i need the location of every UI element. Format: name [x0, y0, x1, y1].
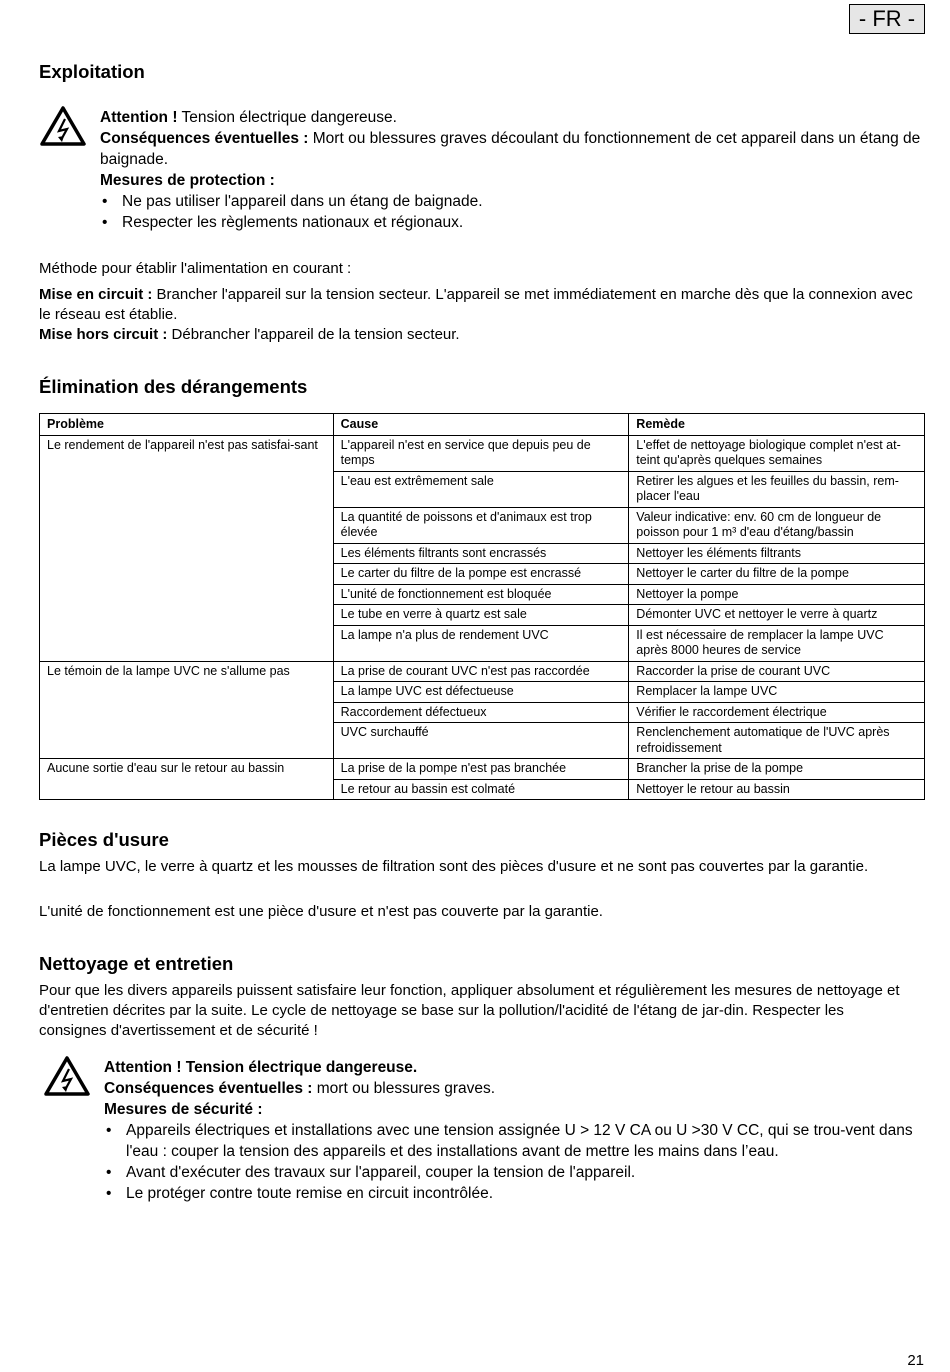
- problem-cell: Le rendement de l'appareil n'est pas satisfai-sant: [40, 435, 334, 661]
- column-header-cause: Cause: [333, 414, 629, 436]
- electric-hazard-warning-icon: [40, 105, 86, 147]
- problem-cell: Aucune sortie d'eau sur le retour au bassin: [40, 759, 334, 800]
- cause-cell: La prise de la pompe n'est pas branchée: [333, 759, 629, 780]
- cause-cell: Le retour au bassin est colmaté: [333, 779, 629, 800]
- remedy-cell: Il est nécessaire de remplacer la lampe UVC après 8000 heures de service: [629, 625, 925, 661]
- remedy-cell: Vérifier le raccordement électrique: [629, 702, 925, 723]
- language-label: - FR -: [849, 4, 925, 34]
- section-title-troubleshooting: Élimination des dérangements: [39, 376, 308, 397]
- remedy-cell: Brancher la prise de la pompe: [629, 759, 925, 780]
- switch-on-instructions: Mise en circuit : Brancher l'appareil sur la tension secteur. L'appareil se met immédiatement en marche dès que la connexion avec le réseau est établie.: [39, 286, 913, 323]
- remedy-cell: Remplacer la lampe UVC: [629, 682, 925, 703]
- list-item: • Avant d'exécuter des travaux sur l'appareil, couper la tension de l'appareil.: [104, 1162, 916, 1183]
- warning-attention: Attention ! Tension électrique dangereuse.: [100, 109, 397, 126]
- cause-cell: L'eau est extrêmement sale: [333, 471, 629, 507]
- table-header-row: [40, 414, 925, 436]
- cause-cell: L'appareil n'est en service que depuis peu de temps: [333, 435, 629, 471]
- warning-block-exploitation: [100, 107, 925, 233]
- column-header-remedy: Remède: [629, 414, 925, 436]
- page-number: 21: [907, 1352, 924, 1369]
- list-item: • Appareils électriques et installations avec une tension assignée U > 12 V CA ou U >30 V CC, qui se trou-vent dans l'eau : couper la tension des appareils et des installations avant de mettre les mains dans l’eau.: [104, 1120, 916, 1162]
- list-item: • Respecter les règlements nationaux et régionaux.: [100, 212, 925, 233]
- cause-cell: Raccordement défectueux: [333, 702, 629, 723]
- cause-cell: UVC surchauffé: [333, 723, 629, 759]
- remedy-cell: Nettoyer le retour au bassin: [629, 779, 925, 800]
- section-title-wear-parts: Pièces d'usure: [39, 829, 169, 850]
- column-header-problem: Problème: [40, 414, 334, 436]
- remedy-cell: Raccorder la prise de courant UVC: [629, 661, 925, 682]
- power-method-intro: Méthode pour établir l'alimentation en courant :: [39, 260, 352, 277]
- switch-off-instructions: Mise hors circuit : Débrancher l'appareil de la tension secteur.: [39, 326, 460, 343]
- remedy-cell: Nettoyer la pompe: [629, 584, 925, 605]
- warning-bullets: [104, 1120, 916, 1204]
- cleaning-intro: Pour que les divers appareils puissent satisfaire leur fonction, appliquer absolument et régulièrement les mesures de nettoyage et d'entretien décrites par la suite. Le cycle de nettoyage se base sur la pollution/l'acidité de l'étang de jar-din. Respecter les consignes d'avertissement et de sécurité !: [39, 982, 900, 1039]
- cause-cell: La prise de courant UVC n'est pas raccordée: [333, 661, 629, 682]
- remedy-cell: Nettoyer le carter du filtre de la pompe: [629, 564, 925, 585]
- table-row: [40, 435, 925, 471]
- remedy-cell: Nettoyer les éléments filtrants: [629, 543, 925, 564]
- warning-consequences: Conséquences éventuelles : Mort ou blessures graves découlant du fonctionnement de cet appareil dans un étang de baignade.: [100, 130, 921, 168]
- warning-block-cleaning: [104, 1057, 916, 1204]
- section-title-exploitation: Exploitation: [39, 61, 145, 82]
- warning-bullets: [100, 191, 925, 233]
- wear-parts-paragraph-2: L'unité de fonctionnement est une pièce d'usure et n'est pas couverte par la garantie.: [39, 903, 603, 920]
- warning-consequences: Conséquences éventuelles : mort ou blessures graves.: [104, 1080, 496, 1097]
- remedy-cell: Valeur indicative: env. 60 cm de longueur de poisson pour 1 m³ d'eau d'étang/bassin: [629, 507, 925, 543]
- troubleshooting-table: [39, 413, 925, 800]
- remedy-cell: Retirer les algues et les feuilles du bassin, rem-placer l'eau: [629, 471, 925, 507]
- warning-measures-label: Mesures de sécurité :: [104, 1101, 263, 1118]
- remedy-cell: Démonter UVC et nettoyer le verre à quartz: [629, 605, 925, 626]
- remedy-cell: L'effet de nettoyage biologique complet n'est at-teint qu'après quelques semaines: [629, 435, 925, 471]
- problem-cell: Le témoin de la lampe UVC ne s'allume pas: [40, 661, 334, 759]
- section-title-cleaning: Nettoyage et entretien: [39, 953, 234, 974]
- cause-cell: La lampe UVC est défectueuse: [333, 682, 629, 703]
- cause-cell: La quantité de poissons et d'animaux est trop élevée: [333, 507, 629, 543]
- cause-cell: Le carter du filtre de la pompe est encrassé: [333, 564, 629, 585]
- table-row: [40, 759, 925, 780]
- cause-cell: La lampe n'a plus de rendement UVC: [333, 625, 629, 661]
- table-row: [40, 661, 925, 682]
- remedy-cell: Renclenchement automatique de l'UVC après refroidissement: [629, 723, 925, 759]
- wear-parts-paragraph-1: La lampe UVC, le verre à quartz et les mousses de filtration sont des pièces d'usure et ne sont pas couvertes par la garantie.: [39, 858, 869, 875]
- cause-cell: Le tube en verre à quartz est sale: [333, 605, 629, 626]
- cause-cell: Les éléments filtrants sont encrassés: [333, 543, 629, 564]
- electric-hazard-warning-icon: [44, 1055, 90, 1097]
- list-item: • Le protéger contre toute remise en circuit incontrôlée.: [104, 1183, 916, 1204]
- cause-cell: L'unité de fonctionnement est bloquée: [333, 584, 629, 605]
- warning-attention: Attention ! Tension électrique dangereuse.: [104, 1059, 418, 1076]
- list-item: • Ne pas utiliser l'appareil dans un étang de baignade.: [100, 191, 925, 212]
- warning-measures-label: Mesures de protection :: [100, 172, 275, 189]
